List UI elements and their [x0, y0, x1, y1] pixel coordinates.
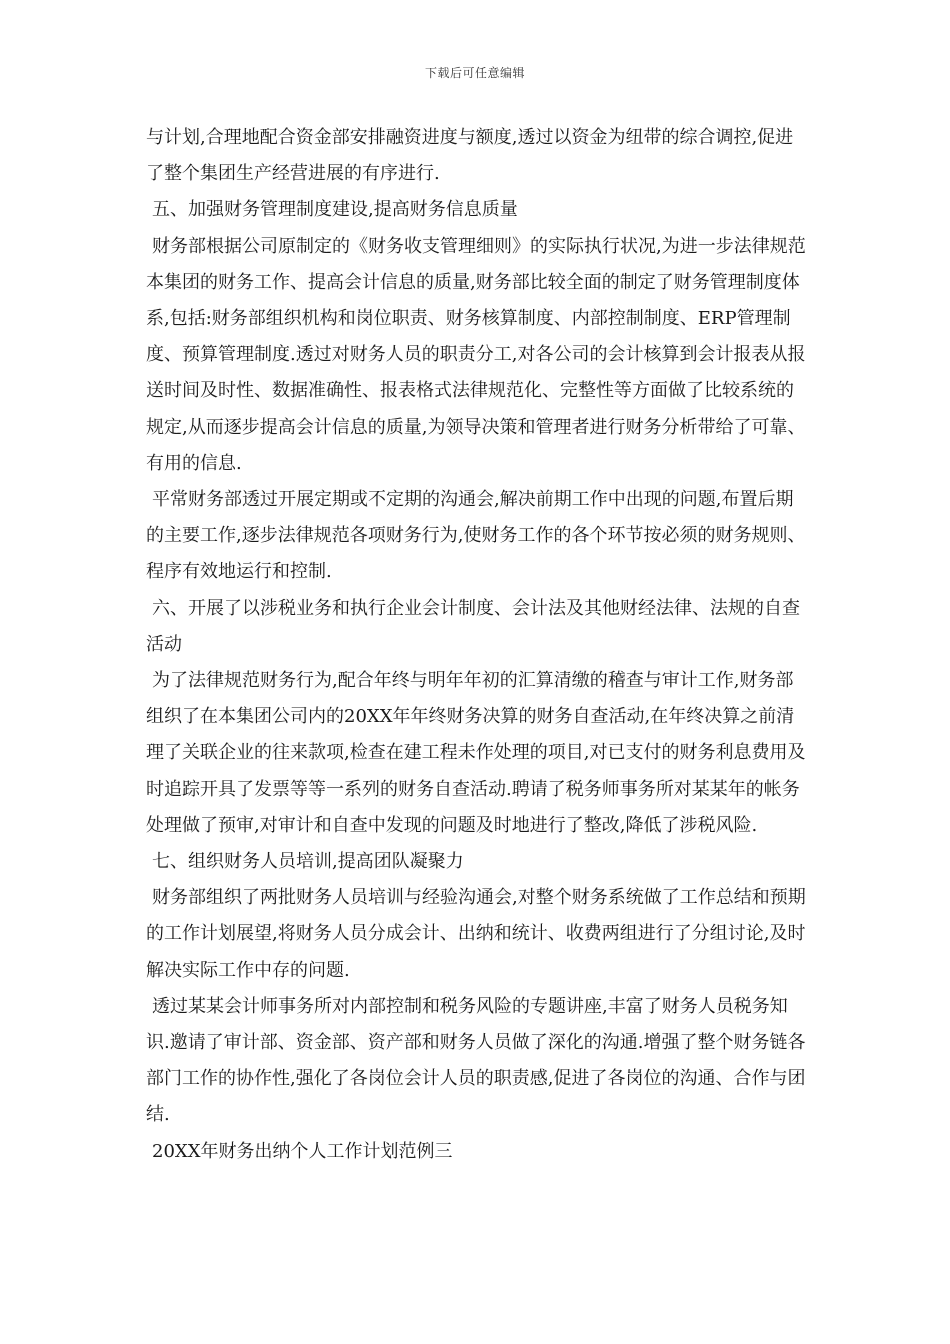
- paragraph-6-body: 为了法律规范财务行为,配合年终与明年年初的汇算清缴的稽查与审计工作,财务部组织了在本集团公司内的20XX年年终财务决算的财务自查活动,在年终决算之前清理了关联企业的往来款项,检查在建工程未作处理的项目,对已支付的财务利息费用及时追踪开具了发票等等一系列的财务自查活动.聘请了税务师事务所对某某年的帐务处理做了预审,对审计和自查中发现的问题及时地进行了整改,降低了涉税风险.: [146, 670, 806, 836]
- section-heading-5: 五、加强财务管理制度建设,提高财务信息质量: [152, 199, 518, 221]
- paragraph-7-followup: 透过某某会计师事务所对内部控制和税务风险的专题讲座,丰富了财务人员税务知识.邀请了审计部、资金部、资产部和财务人员做了深化的沟通.增强了整个财务链各部门工作的协作性,强化了各岗位会计人员的职责感,促进了各岗位的沟通、合作与团结.: [146, 995, 806, 1126]
- section-heading-7: 七、组织财务人员培训,提高团队凝聚力: [152, 851, 464, 873]
- page-header-note: 下载后可任意编辑: [424, 66, 525, 80]
- example-title: 20XX年财务出纳个人工作计划范例三: [152, 1140, 453, 1162]
- document-body: [146, 120, 811, 1170]
- section-heading-6: 六、开展了以涉税业务和执行企业会计制度、会计法及其他财经法律、法规的自查活动: [146, 597, 800, 655]
- paragraph-continuation: 与计划,合理地配合资金部安排融资进度与额度,透过以资金为纽带的综合调控,促进了整个集团生产经营进展的有序进行.: [146, 127, 794, 185]
- paragraph-5-followup: 平常财务部透过开展定期或不定期的沟通会,解决前期工作中出现的问题,布置后期的主要工作,逐步法律规范各项财务行为,使财务工作的各个环节按必须的财务规则、程序有效地运行和控制.: [146, 489, 806, 583]
- paragraph-7-body: 财务部组织了两批财务人员培训与经验沟通会,对整个财务系统做了工作总结和预期的工作计划展望,将财务人员分成会计、出纳和统计、收费两组进行了分组讨论,及时解决实际工作中存的问题.: [146, 887, 806, 981]
- paragraph-5-body: 财务部根据公司原制定的《财务收支管理细则》的实际执行状况,为进一步法律规范本集团的财务工作、提高会计信息的质量,财务部比较全面的制定了财务管理制度体系,包括:财务部组织机构和岗位职责、财务核算制度、内部控制制度、ERP管理制度、预算管理制度.透过对财务人员的职责分工,对各公司的会计核算到会计报表从报送时间及时性、数据准确性、报表格式法律规范化、完整性等方面做了比较系统的规定,从而逐步提高会计信息的质量,为领导决策和管理者进行财务分析带给了可靠、有用的信息.: [146, 235, 806, 474]
